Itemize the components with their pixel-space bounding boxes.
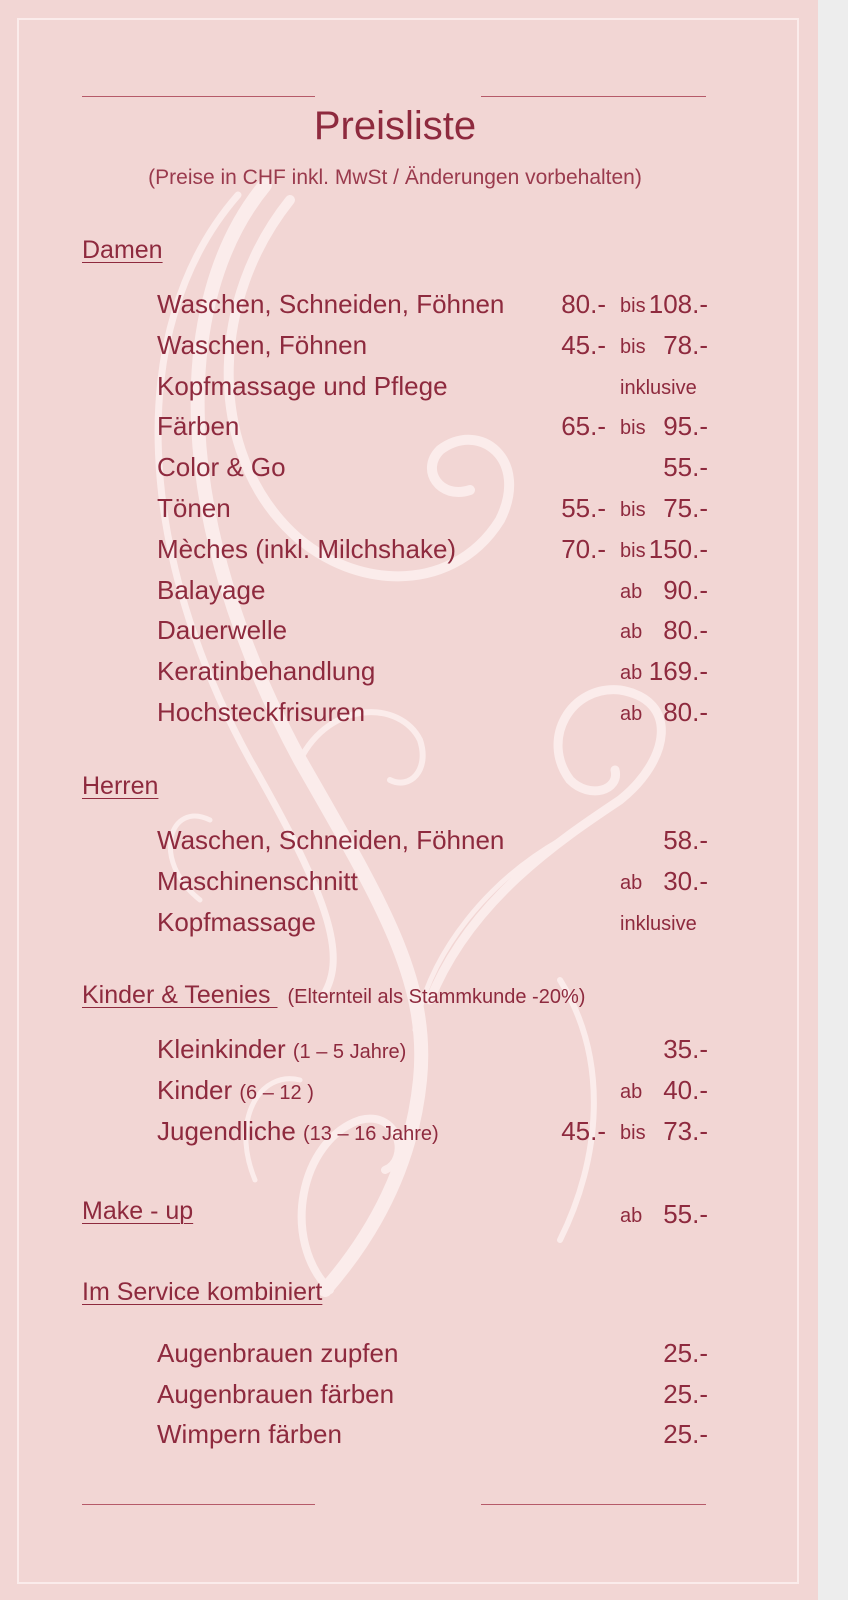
price-connector: bis	[620, 499, 646, 521]
service-name	[157, 656, 375, 687]
price-row	[0, 289, 818, 323]
service-name-text: Kinder	[157, 1074, 233, 1105]
price-connector: ab	[620, 580, 643, 603]
price-row	[0, 825, 818, 859]
price-connector: ab	[620, 703, 643, 725]
service-name	[157, 825, 504, 856]
service-name-text: Waschen, Schneiden, Föhnen	[157, 825, 505, 855]
price-row	[0, 330, 818, 364]
service-name	[157, 575, 265, 606]
price-connector: bis	[620, 417, 646, 440]
service-name	[157, 907, 316, 938]
service-name	[157, 330, 367, 361]
price-row	[0, 1379, 818, 1413]
price-connector: ab	[620, 662, 643, 685]
price-to: 169.-	[648, 656, 708, 687]
service-age-range: (13 – 16 Jahre)	[303, 1122, 439, 1145]
price-to: 95.-	[663, 411, 708, 442]
price-connector: bis	[620, 539, 646, 562]
price-to: 55.-	[663, 452, 708, 483]
price-to: 25.-	[663, 1419, 708, 1449]
service-name	[157, 371, 448, 402]
service-name	[157, 452, 286, 483]
price-to: 75.-	[663, 493, 708, 523]
price-row	[0, 452, 818, 486]
price-value: 55.-	[663, 1199, 708, 1229]
service-name-text: Wimpern färben	[157, 1419, 342, 1449]
service-name	[157, 1075, 314, 1106]
price-to: 78.-	[663, 329, 708, 360]
price-connector: ab	[620, 1205, 643, 1227]
service-name	[157, 697, 365, 728]
service-name	[157, 615, 287, 646]
price-from: 55.-	[561, 493, 606, 523]
price-connector: inklusive	[620, 376, 697, 399]
service-name	[157, 866, 358, 897]
service-name	[157, 1116, 439, 1147]
service-name-text: Färben	[157, 411, 240, 442]
service-age-range: (6 – 12 )	[239, 1081, 314, 1104]
service-name	[157, 411, 239, 442]
section-heading-kinder	[82, 981, 585, 1010]
price-to: 25.-	[663, 1338, 708, 1368]
price-row	[0, 1338, 818, 1372]
service-name-text: Maschinenschnitt	[157, 865, 358, 896]
price-to: 58.-	[663, 825, 708, 855]
service-name-text: Waschen, Föhnen	[157, 329, 368, 360]
section-heading-damen: Damen	[82, 236, 163, 264]
section-heading-service: Im Service kombiniert	[82, 1278, 323, 1306]
service-name-text: Mèches (inkl. Milchshake)	[157, 533, 457, 564]
price-to: 90.-	[663, 574, 708, 605]
price-from: 70.-	[561, 533, 606, 564]
price-row	[0, 656, 818, 690]
service-name-text: Dauerwelle	[157, 615, 288, 646]
service-name-text: Augenbrauen zupfen	[157, 1338, 399, 1368]
price-connector: bis	[620, 295, 646, 317]
service-name	[157, 1379, 394, 1410]
top-rule-left	[82, 96, 315, 97]
price-row	[0, 1034, 818, 1068]
price-row	[0, 697, 818, 731]
price-to: 30.-	[663, 865, 708, 896]
service-name-text: Kopfmassage und Pflege	[157, 370, 448, 401]
service-name-text: Augenbrauen färben	[157, 1378, 395, 1409]
service-name-text: Hochsteckfrisuren	[157, 697, 366, 727]
service-name	[157, 1338, 398, 1369]
price-to: 40.-	[663, 1074, 708, 1105]
price-connector: ab	[620, 871, 643, 894]
bottom-rule-right	[481, 1504, 706, 1505]
top-rule-right	[481, 96, 706, 97]
service-name	[157, 534, 456, 565]
price-row	[0, 866, 818, 900]
section-heading-kinder-label: Kinder & Teenies	[82, 981, 278, 1009]
service-name-text: Waschen, Schneiden, Föhnen	[157, 289, 505, 319]
price-from: 80.-	[561, 289, 606, 319]
service-name-text: Kleinkinder	[157, 1034, 286, 1064]
price-to: 25.-	[663, 1378, 708, 1409]
service-name	[157, 493, 231, 524]
price-row	[0, 493, 818, 527]
price-from: 65.-	[561, 411, 606, 442]
price-connector: inklusive	[620, 912, 697, 935]
service-age-range: (1 – 5 Jahre)	[292, 1041, 407, 1063]
service-name-text: Keratinbehandlung	[157, 656, 376, 687]
price-row	[0, 1116, 818, 1150]
price-row	[0, 534, 818, 568]
price-row	[0, 1419, 818, 1453]
price-connector: ab	[620, 621, 643, 644]
price-connector: bis	[620, 335, 646, 358]
price-connector: ab	[620, 1080, 643, 1103]
section-heading-kinder-note: (Elternteil als Stammkunde -20%)	[287, 986, 586, 1008]
price-to: 80.-	[663, 615, 708, 646]
service-name	[157, 289, 504, 320]
service-name	[157, 1419, 342, 1450]
section-heading-makeup: Make - up	[82, 1197, 194, 1225]
price-to: 35.-	[663, 1034, 708, 1064]
price-row	[0, 411, 818, 445]
service-name-text: Kopfmassage	[157, 906, 316, 937]
page-subtitle: (Preise in CHF inkl. MwSt / Änderungen vorbehalten)	[148, 166, 642, 189]
price-to: 80.-	[663, 697, 708, 727]
price-to: 73.-	[663, 1115, 708, 1146]
section-heading-herren: Herren	[82, 772, 159, 800]
service-name-text: Color & Go	[157, 452, 286, 483]
price-row	[0, 575, 818, 609]
price-row	[0, 371, 818, 405]
service-name-text: Jugendliche	[157, 1115, 296, 1146]
price-row	[0, 615, 818, 649]
price-to: 108.-	[648, 289, 708, 319]
price-row	[0, 907, 818, 941]
service-name	[157, 1034, 406, 1065]
service-name-text: Balayage	[157, 574, 266, 605]
price-connector: bis	[620, 1121, 646, 1144]
service-name-text: Tönen	[157, 493, 231, 523]
makeup-price-row	[0, 1199, 818, 1233]
price-from: 45.-	[561, 329, 606, 360]
page-title: Preisliste	[313, 104, 477, 148]
price-to: 150.-	[648, 533, 708, 564]
bottom-rule-left	[82, 1504, 315, 1505]
price-from: 45.-	[561, 1115, 606, 1146]
price-row	[0, 1075, 818, 1109]
